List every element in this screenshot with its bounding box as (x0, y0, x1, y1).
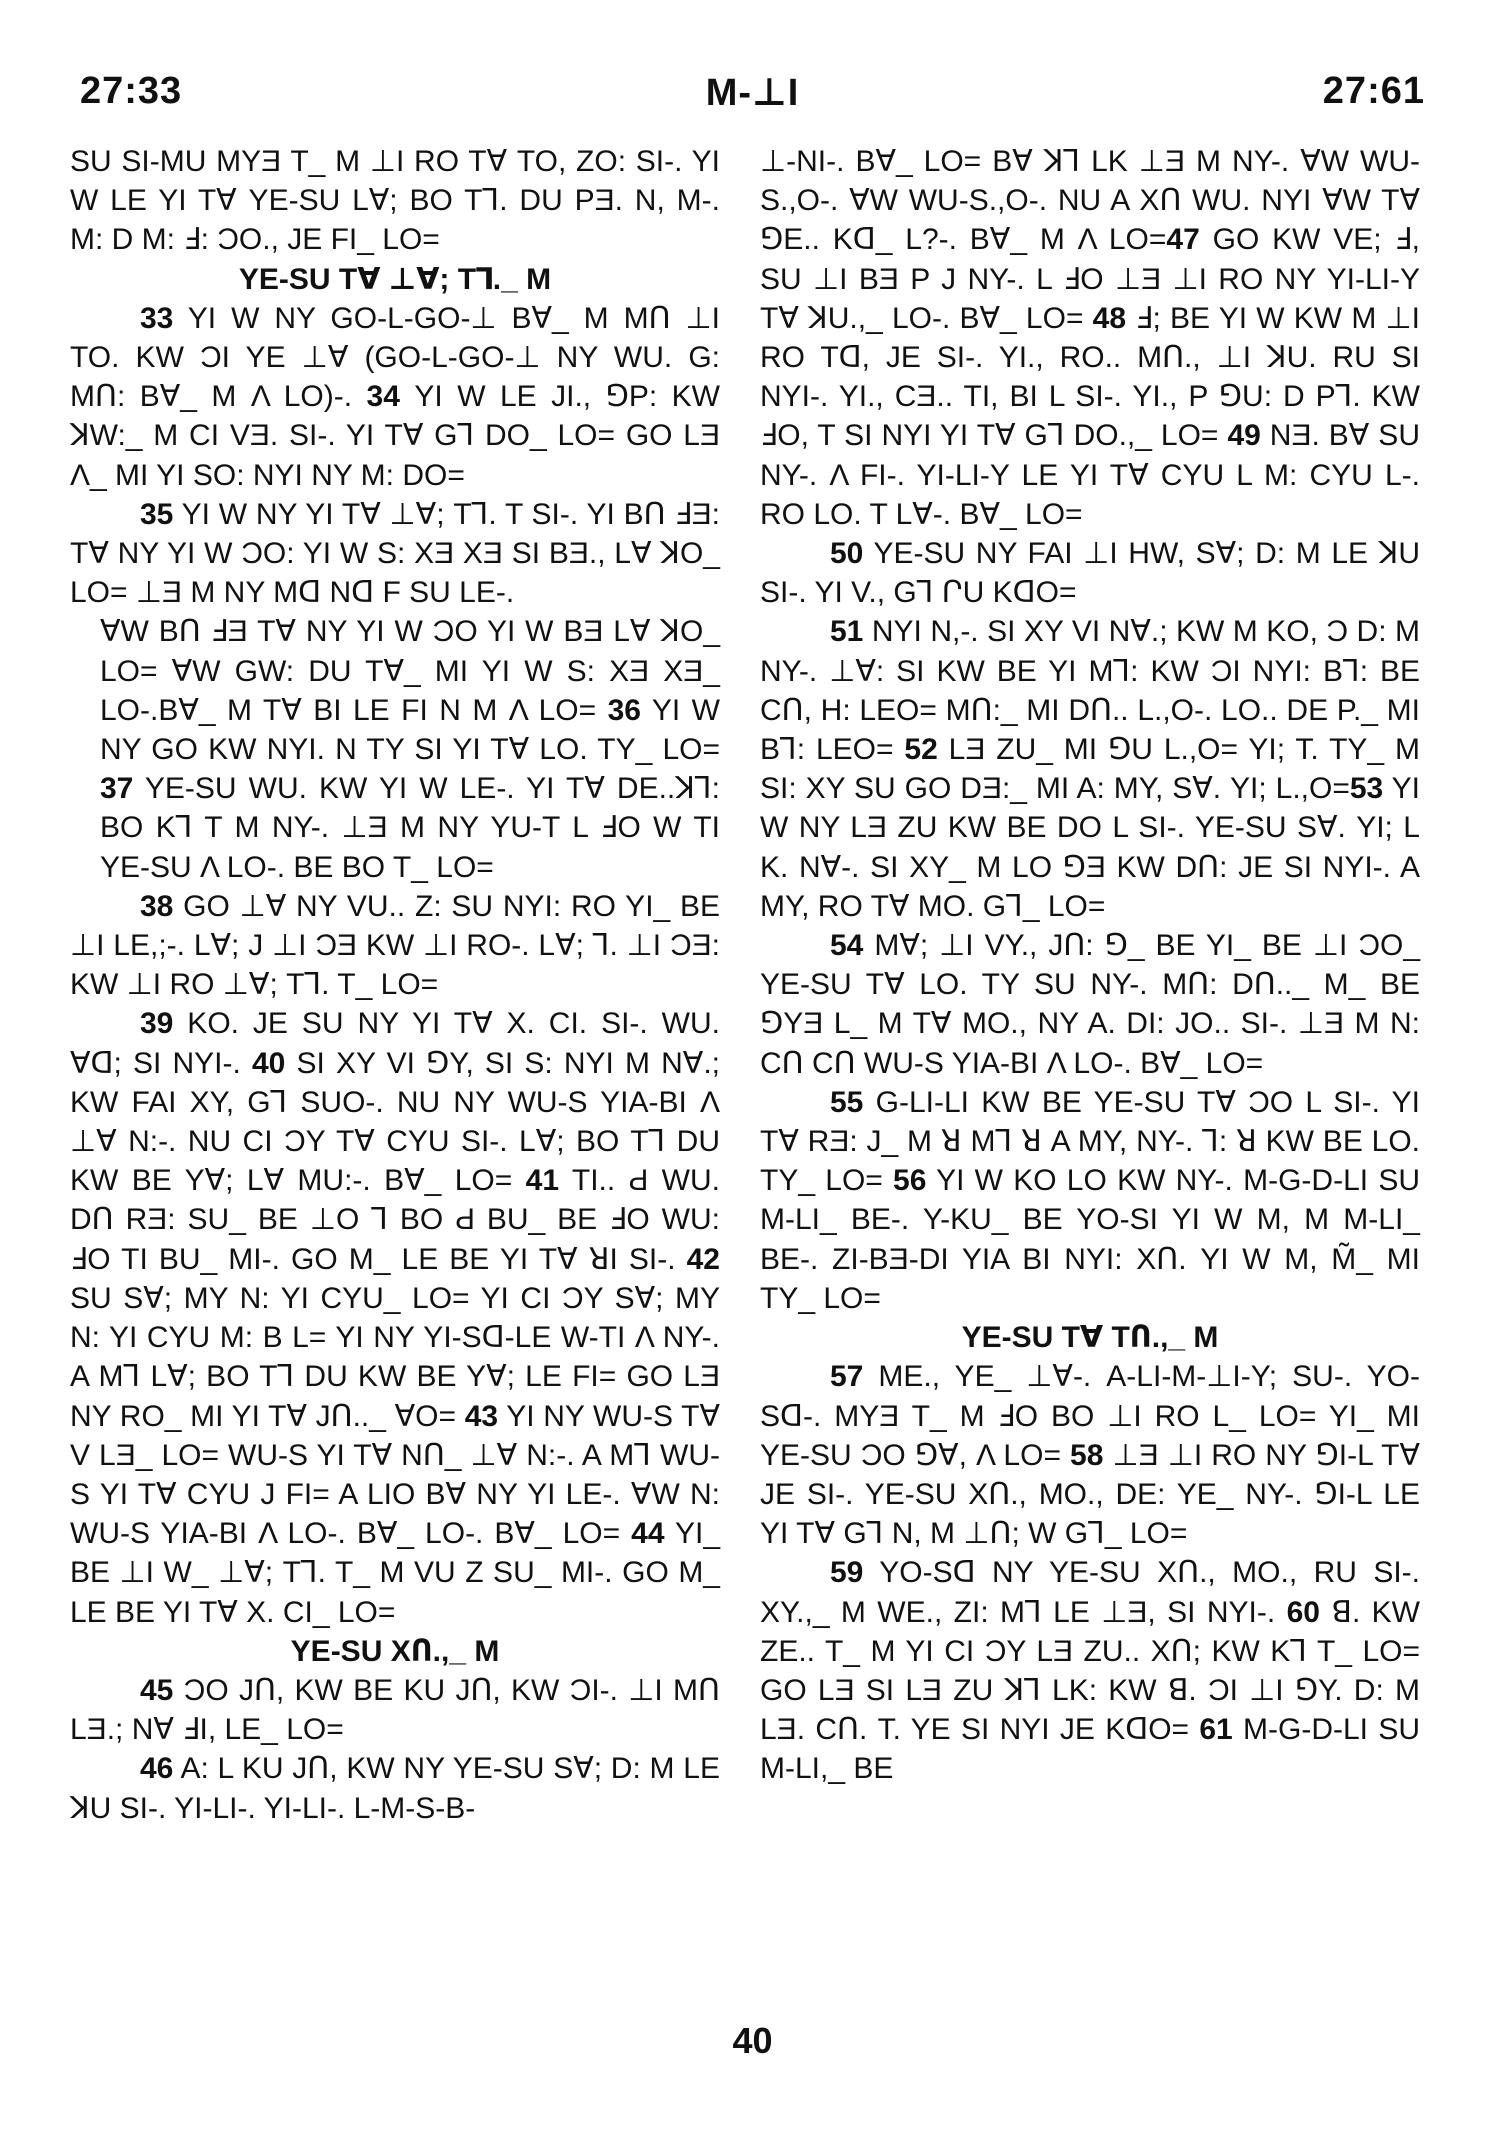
verse-text: GO KW VE; Ⅎ, SU ⊥I BƎ P J NY-. L ℲO ⊥Ǝ ⊥I RO NY YI-LI-Y Tꓯ ꓘU.,_ LO-. Bꓯ_ LO= (760, 223, 1421, 335)
verse-number: 60 (1286, 1595, 1320, 1629)
paragraph (760, 142, 1420, 534)
verse-text: SI XY VI ⅁Y, SI S: NYI M Nꓯ.; KW FAI XY, G⅂ SUO-. NU NY WU-S YIA-BI Λ ⊥ꓯ N:-. NU CI ƆY Tꓯ CYU SI-. Lꓯ; BO T⅂ DU KW BE Yꓯ; Lꓯ MU:-. Bꓯ_ LO= (70, 1046, 721, 1198)
verse-number: 53 (1349, 772, 1384, 806)
chapter-verse-end: 27:61 (1322, 70, 1425, 112)
paragraph (70, 612, 720, 886)
paragraph (70, 142, 720, 260)
verse-text: A: L KU JՈ, KW NY YE-SU Sꓯ; D: M LE ꓘU SI-. YI-LI-. YI-LI-. L-M-S-B- (70, 1752, 720, 1825)
verse-number: 47 (1166, 223, 1200, 257)
paragraph (760, 926, 1420, 1083)
verse-number: 52 (904, 733, 938, 767)
verse-number: 50 (830, 537, 864, 571)
paragraph (70, 1671, 720, 1749)
verse-number: 44 (631, 1517, 665, 1551)
verse-text: YI W NY GO KW NYI. N TY SI YI Tꓯ LO. TY_ LO= (100, 693, 720, 767)
verse-number: 61 (1199, 1713, 1233, 1747)
verse-text: YI W NY GO-L-GO-⊥ Bꓯ_ M MՈ ⊥I TO. KW ƆI YE ⊥ꓯ (GO-L-GO-⊥ NY WU. G: MՈ: Bꓯ_ M Λ LO)-. (70, 301, 720, 414)
paragraph (70, 1749, 720, 1827)
verse-text: YE-SU WU. KW YI W LE-. YI Tꓯ DE..ꓘ⅂: BO K⅂ T M NY-. ⊥Ǝ M NY YU-T L ℲO W TI YE-SU Λ LO-. BE BO T_ LO= (100, 772, 720, 884)
verse-text: Ⅎ; BE YI W KW M ⊥I RO Tᗡ, JE SI-. YI., RO.. MՈ., ⊥I ꓘU. RU SI NYI-. YI., CƎ.. TI, BI L SI-. YI., P ⅁U: D P⅂. KW ℲO, T SI NYI YI Tꓯ G⅂ DO.,_ LO= (760, 301, 1420, 453)
section-heading: YE-SU XՈ.,_ M (290, 1634, 500, 1668)
paragraph (70, 495, 720, 613)
verse-number: 49 (1227, 419, 1261, 453)
section-heading: YE-SU Tꓯ ⊥ꓯ; T⅂._ M (238, 262, 552, 296)
paragraph (70, 887, 720, 1005)
verse-number: 35 (140, 497, 174, 531)
verse-text: ꓭ. KW ZE.. T_ M YI CI ƆY LƎ ZU.. XՈ; KW K⅂ T_ LO= GO LƎ SI LƎ ZU ꓘ⅂ LK: KW ꓭ. ƆI ⊥I ⅁Y. D: M LƎ. CՈ. T. YE SI NYI JE KᗡO= (760, 1595, 1420, 1747)
verse-text: YI W KO LO KW NY-. M-G-D-LI SU M-LI_ BE-. Y-KU_ BE YO-SI YI W M, M M-LI_ BE-. ZI-BƎ-DI YIA BI NYI: XՈ. YI W M, M̃_ MI TY_ LO= (760, 1164, 1420, 1315)
verse-text: NƎ. Bꓯ SU NY-. Λ FI-. YI-LI-Y LE YI Tꓯ CYU L M: CYU L-. RO LO. T Lꓯ-. Bꓯ_ LO= (760, 419, 1420, 531)
verse-text: ⊥-NI-. Bꓯ_ LO= Bꓯ ꓘ⅂ LK ⊥Ǝ M NY-. ꓯW WU-S.,O-. ꓯW WU-S.,O-. NU A XՈ WU. NYI ꓯW Tꓯ ⅁E.. Kᗡ_ L?-. Bꓯ_ M Λ LO= (760, 145, 1420, 257)
verse-text: YI_ BE ⊥I W_ ⊥ꓯ; T⅂. T_ M VU Z SU_ MI-. GO M_ LE BE YI Tꓯ X. CI_ LO= (70, 1517, 720, 1629)
verse-text: YI W NY LƎ ZU KW BE DO L SI-. YE-SU Sꓯ. YI; L K. Nꓯ-. SI XY_ M LO ⅁Ǝ KW DՈ: JE SI NYI-. A MY, RO Tꓯ MO. G⅂_ LO= (760, 772, 1420, 923)
verse-number: 45 (140, 1673, 174, 1707)
paragraph (760, 612, 1420, 926)
verse-number: 54 (830, 929, 864, 963)
verse-text: ME., YE_ ⊥ꓯ-. A-LI-M-⊥I-Y; SU-. YO-Sᗡ-. MYƎ T_ M ℲO BO ⊥I RO L_ LO= YI_ MI YE-SU ƆO ⅁ꓯ, Λ LO= (760, 1360, 1420, 1472)
verse-number: 40 (251, 1046, 286, 1080)
paragraph (70, 1004, 720, 1631)
paragraph (70, 299, 720, 495)
verse-number: 42 (686, 1242, 720, 1276)
verse-number: 46 (140, 1752, 174, 1786)
verse-text: YI W NY YI Tꓯ ⊥ꓯ; T⅂. T SI-. YI BՈ ℲƎ: Tꓯ NY YI W ƆO: YI W S: XƎ XƎ SI BƎ., Lꓯ ꓘO_ LO= ⊥Ǝ M NY Mᗡ Nᗡ F SU LE-. (70, 497, 720, 610)
verse-text: KO. JE SU NY YI Tꓯ X. CI. SI-. WU. ꓯᗡ; SI NYI-. (70, 1007, 720, 1080)
right-column (760, 142, 1420, 1789)
verse-text: ƆO JՈ, KW BE KU JՈ, KW ƆI-. ⊥I MՈ LƎ.; Nꓯ ℲI, LE_ LO= (70, 1673, 720, 1747)
page-number: 40 (732, 2020, 773, 2061)
chapter-verse-start: 27:33 (80, 70, 183, 112)
verse-number: 56 (893, 1164, 927, 1198)
left-column (70, 142, 720, 1828)
verse-text: YE-SU NY FAI ⊥I HW, Sꓯ; D: M LE ꓘU SI-. YI V., G⅂ ՐU KᗡO= (760, 537, 1420, 610)
verse-text: YO-Sᗡ NY YE-SU XՈ., MO., RU SI-. XY.,_ M WE., ZI: M⅂ LE ⊥Ǝ, SI NYI-. (760, 1556, 1420, 1629)
verse-text: SU SI-MU MYƎ T_ M ⊥I RO Tꓯ TO, ZO: SI-. YI W LE YI Tꓯ YE-SU Lꓯ; BO T⅂. DU PƎ. N, M-. M: D M: Ⅎ: ƆO., JE FI_ LO= (70, 145, 720, 257)
section-heading: YE-SU Tꓯ TՈ.,_ M (961, 1321, 1219, 1355)
verse-number: 51 (830, 615, 864, 649)
verse-text: Bꓯ_ M Tꓯ BI LE FI N M Λ LO= (158, 693, 608, 727)
verse-text: Mꓯ; ⊥I VY., JՈ: ⅁_ BE YI_ BE ⊥I ƆO_ YE-SU Tꓯ LO. TY SU NY-. MՈ: DՈ.._ M_ BE ⅁YƎ L_ M Tꓯ MO., NY A. DI: JO.. SI-. ⊥Ǝ M N: CՈ CՈ WU-S YIA-BI Λ LO-. Bꓯ_ LO= (760, 929, 1420, 1080)
verse-text: ꓯW BՈ ℲƎ Tꓯ NY YI W ƆO YI W BƎ Lꓯ ꓘO_ LO= ꓯW GW: DU Tꓯ_ MI YI W S: XƎ XƎ_ LO-. (100, 615, 720, 727)
verse-text: YI NY WU-S Tꓯ V LƎ_ LO= WU-S YI Tꓯ NՈ_ ⊥ꓯ N:-. A M⅂ WU-S YI Tꓯ CYU J FI= A LIO Bꓯ NY YI LE-. ꓯW N: WU-S YIA-BI Λ LO-. Bꓯ_ LO-. Bꓯ_ LO= (70, 1399, 720, 1551)
verse-number: 58 (1070, 1438, 1104, 1472)
verse-number: 39 (140, 1007, 174, 1041)
verse-number: 41 (525, 1164, 560, 1198)
verse-number: 48 (1092, 301, 1127, 335)
verse-text: M-G-D-LI SU M-LI,_ BE (760, 1713, 1420, 1786)
paragraph (760, 1553, 1420, 1788)
verse-number: 43 (464, 1399, 499, 1433)
verse-text: LƎ ZU_ MI ⅁U L.,O= YI; T. TY_ M SI: XY SU GO DƎ:_ MI A: MY, Sꓯ. YI; L.,O= (760, 733, 1420, 806)
verse-number: 57 (830, 1360, 864, 1394)
paragraph (760, 1083, 1420, 1318)
paragraph (760, 534, 1420, 612)
verse-number: 55 (830, 1085, 864, 1119)
verse-number: 37 (100, 772, 134, 806)
verse-text: NYI N,-. SI XY VI Nꓯ.; KW M KO, Ɔ D: M NY-. ⊥ꓯ: SI KW BE YI M⅂: KW ƆI NYI: B⅂: BE CՈ, H: LEO= MՈ:_ MI DՈ.. L.,O-. LO.. DE P._ MI B⅂: LEO= (760, 615, 1420, 767)
verse-number: 38 (140, 889, 174, 923)
verse-number: 59 (830, 1556, 864, 1590)
verse-text: G-LI-LI KW BE YE-SU Tꓯ ƆO L SI-. YI Tꓯ RƎ: J_ M ꓤ M⅂ ꓤ A MY, NY-. ⅂: ꓤ KW BE LO. TY_ LO= (760, 1085, 1420, 1198)
book-title: M-⊥I (705, 72, 800, 114)
paragraph (760, 1357, 1420, 1553)
verse-text: GO ⊥ꓯ NY VU.. Z: SU NYI: RO YI_ BE ⊥I LE,;-. Lꓯ; J ⊥I ƆƎ KW ⊥I RO-. Lꓯ; ⅂. ⊥I ƆƎ: KW ⊥I RO ⊥ꓯ; T⅂. T_ LO= (70, 889, 720, 1002)
verse-text: YI W LE JI., ⅁P: KW ꓘW:_ M CI VƎ. SI-. YI Tꓯ G⅂ DO_ LO= GO LƎ Λ_ MI YI SO: NYI NY M: DO= (70, 380, 720, 492)
verse-text: TI.. Ԁ WU. DՈ RƎ: SU_ BE ⊥O ⅂ BO Ԁ BU_ BE ℲO WU: ℲO TI BU_ MI-. GO M_ LE BE YI Tꓯ ꓤI SI-. (70, 1164, 721, 1276)
verse-number: 33 (140, 301, 174, 335)
verse-number: 34 (366, 380, 400, 414)
verse-text: SU Sꓯ; MY N: YI CYU_ LO= YI CI ƆY Sꓯ; MY N: YI CYU M: B L= YI NY YI-Sᗡ-LE W-TI Λ NY-. A M⅂ Lꓯ; BO T⅂ DU KW BE Yꓯ; LE FI= GO LƎ NY RO_ MI YI Tꓯ JՈ.._ ꓯO= (70, 1281, 720, 1433)
verse-number: 36 (607, 693, 641, 727)
verse-text: ⊥Ǝ ⊥I RO NY ⅁I-L Tꓯ JE SI-. YE-SU XՈ., MO., DE: YE_ NY-. ⅁I-L LE YI Tꓯ G⅂ N, M ⊥Ո; W G⅂_ LO= (760, 1438, 1421, 1551)
